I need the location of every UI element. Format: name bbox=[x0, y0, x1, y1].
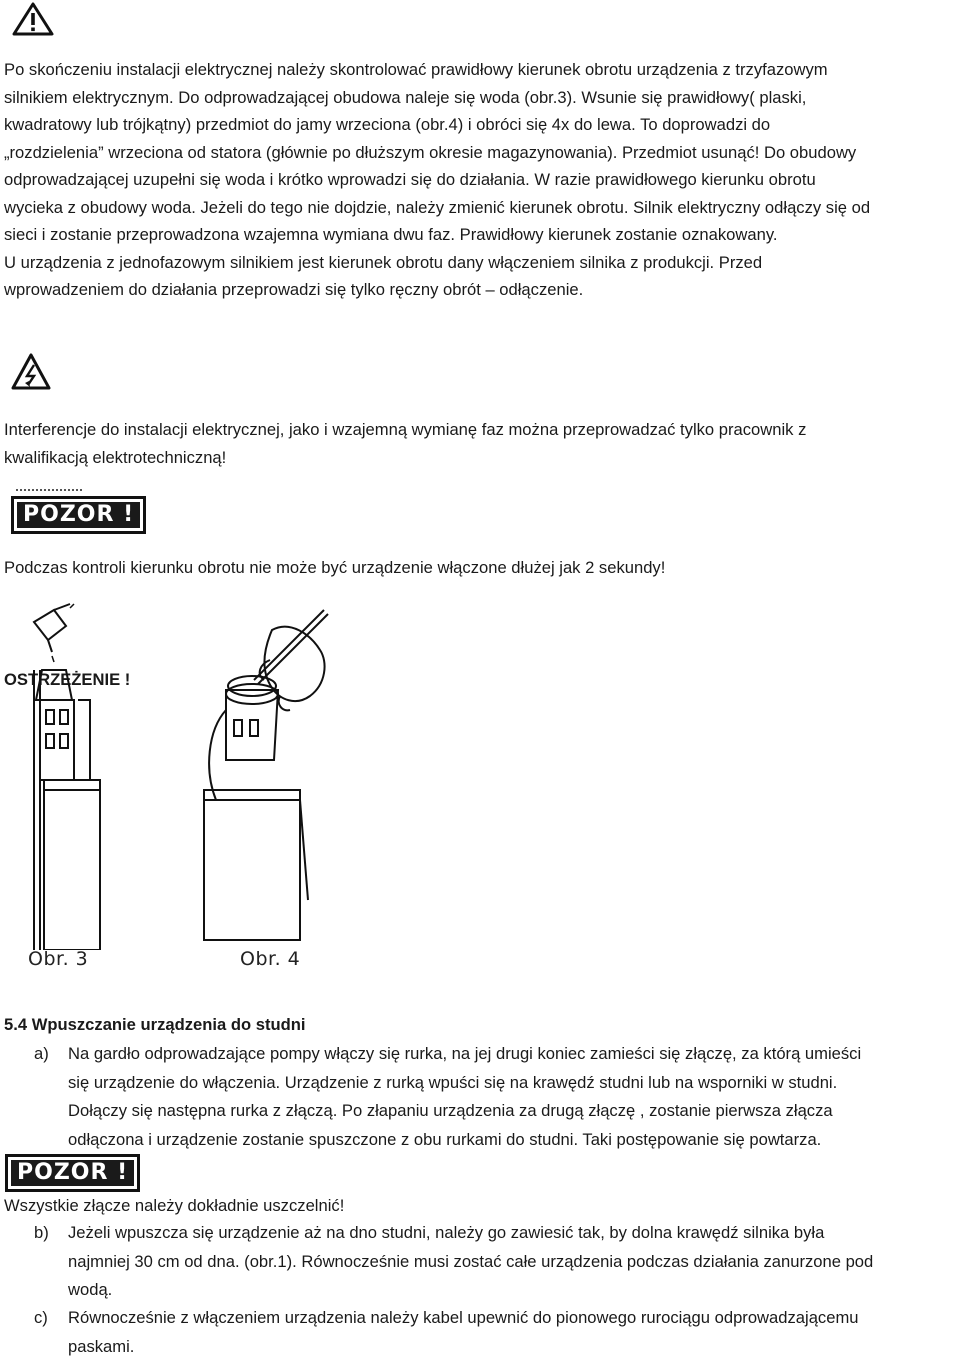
figure-pump-water-fill bbox=[14, 600, 124, 950]
warning-heading: OSTRZEŻENIE ! bbox=[4, 666, 956, 694]
intro-line: wycieka z obudowy woda. Jeżeli do tego nie dojdzie, należy zmienić kierunek obrotu. Silnik elektryczny odłączy się od bbox=[4, 194, 956, 222]
intro-line: wprowadzeniem do działania przeprowadzi się tylko ręczny obrót – odłączenie. bbox=[4, 276, 956, 304]
list-item-line: najmniej 30 cm od dna. (obr.1). Równocześnie musi zostać całe urządzenia podczas działania zanurzone pod bbox=[68, 1248, 873, 1277]
intro-line: silnikiem elektrycznym. Do odprowadzającej obudowa naleje się woda (obr.3). Wsunie się prawidłowy( plaski, bbox=[4, 84, 956, 112]
list-marker: a) bbox=[34, 1040, 49, 1069]
list-marker: b) bbox=[34, 1219, 49, 1248]
pozor-label: POZOR ! bbox=[11, 1160, 134, 1186]
list-item-line: wodą. bbox=[68, 1276, 873, 1305]
intro-line: sieci i zostanie przeprowadzona wzajemna wymiana dwu faz. Prawidłowy kierunek zostanie oznakowany. bbox=[4, 221, 956, 249]
figure-4-caption: Obr. 4 bbox=[240, 948, 300, 970]
seal-note: Wszystkie złącze należy dokładnie uszczelnić! bbox=[4, 1192, 956, 1220]
intro-line: „rozdzielenia” wrzeciona od statora (głównie po dłuższym okresie magazynowania). Przedmiot usunąć! Do obudowy bbox=[4, 139, 956, 167]
check-note: Podczas kontroli kierunku obrotu nie może być urządzenie włączone dłużej jak 2 sekundy! bbox=[4, 554, 956, 582]
section-title: Wpuszczanie urządzenia do studni bbox=[32, 1015, 306, 1034]
list-marker: c) bbox=[34, 1304, 48, 1333]
intro-line: kwadratowy lub trójkątny) przedmiot do jamy wrzeciona (obr.4) i obróci się 4x do lewa. To doprowadzi do bbox=[4, 111, 956, 139]
electrical-note-line: Interferencje do instalacji elektrycznej, jako i wzajemną wymianę faz można przeprowadzać tylko pracownik z bbox=[4, 416, 956, 444]
list-item-line: Dołączy się następna rurka z złączą. Po złapaniu urządzenia za drugą złączę , zostanie pierwsza złącza bbox=[68, 1097, 861, 1126]
list-item-line: Równocześnie z włączeniem urządzenia należy kabel upewnić do pionowego rurociągu odprowadzającemu bbox=[68, 1304, 859, 1333]
section-heading bbox=[4, 1011, 956, 1039]
list-item-line: się urządzenie do włączenia. Urządzenie z rurką wpuści się na krawędź studni lub na wsporniki w studni. bbox=[68, 1069, 861, 1098]
intro-paragraph bbox=[4, 56, 956, 304]
figure-3-caption: Obr. 3 bbox=[28, 948, 88, 970]
pozor-stamp bbox=[5, 1154, 140, 1192]
figure-pump-screwdriver bbox=[160, 600, 350, 945]
list-item-line: paskami. bbox=[68, 1333, 859, 1361]
electrical-note-line: kwalifikacją elektrotechniczną! bbox=[4, 444, 956, 472]
pozor-label: POZOR ! bbox=[17, 502, 140, 528]
intro-line: odprowadzającej uzupełni się woda i krótko wprowadzi się do działania. W razie prawidłowego kierunku obrotu bbox=[4, 166, 956, 194]
intro-line: U urządzenia z jednofazowym silnikiem jest kierunek obrotu dany włączeniem silnika z produkcji. Przed bbox=[4, 249, 956, 277]
electrical-hazard-icon bbox=[10, 352, 52, 392]
warning-triangle-icon bbox=[12, 2, 54, 36]
list-item-line: Na gardło odprowadzające pompy włączy się rurka, na jej drugi koniec zamieści się złączę, za którą umieści bbox=[68, 1040, 861, 1069]
intro-line: Po skończeniu instalacji elektrycznej należy skontrolować prawidłowy kierunek obrotu urządzenia z trzyfazowym bbox=[4, 56, 956, 84]
pozor-dots bbox=[16, 489, 82, 491]
pozor-stamp bbox=[11, 496, 146, 534]
list-item-line: Jeżeli wpuszcza się urządzenie aż na dno studni, należy go zawiesić tak, by dolna krawędź silnika była bbox=[68, 1219, 873, 1248]
list-item-line: odłączona i urządzenie zostanie spuszczone z obu rurkami do studni. Taki postępowanie się powtarza. bbox=[68, 1126, 861, 1155]
electrical-note bbox=[4, 416, 956, 471]
section-number: 5.4 bbox=[4, 1015, 27, 1034]
